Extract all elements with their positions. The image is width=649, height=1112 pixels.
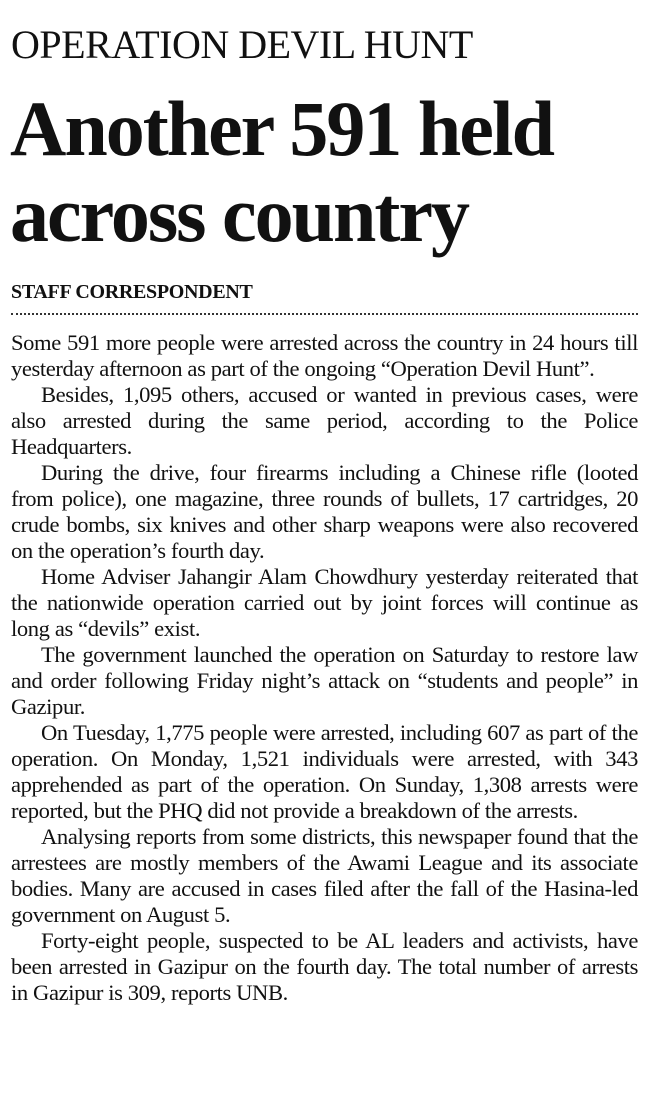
paragraph: The government launched the operation on Saturday to restore law and order following Friday night’s attack on “students and people” in Gazipur. xyxy=(11,642,638,719)
kicker: OPERATION DEVIL HUNT xyxy=(11,22,473,67)
paragraph: Forty-eight people, suspected to be AL leaders and activists, have been arrested in Gazipur on the fourth day. The total number of arrests in Gazipur is 309, reports UNB. xyxy=(11,928,638,1005)
paragraph: On Tuesday, 1,775 people were arrested, including 607 as part of the operation. On Monday, 1,521 individuals were arrested, with 343 apprehended as part of the operation. On Sunday, 1,308 arrests were reported, but the PHQ did not provide a breakdown of the arrests. xyxy=(11,720,638,823)
paragraph: Besides, 1,095 others, accused or wanted in previous cases, were also arrested during the same period, according to the Police Headquarters. xyxy=(11,382,638,459)
dotted-divider xyxy=(11,313,638,315)
paragraph: Home Adviser Jahangir Alam Chowdhury yesterday reiterated that the nationwide operation carried out by joint forces will continue as long as “devils” exist. xyxy=(11,564,638,641)
headline-line-2: across country xyxy=(10,171,469,258)
paragraph: Some 591 more people were arrested across the country in 24 hours till yesterday afternoon as part of the ongoing “Operation Devil Hunt”. xyxy=(11,330,638,381)
headline xyxy=(10,86,642,258)
article-body xyxy=(11,330,638,1006)
paragraph: Analysing reports from some districts, this newspaper found that the arrestees are mostly members of the Awami League and its associate bodies. Many are accused in cases filed after the fall of the Hasina-led government on August 5. xyxy=(11,824,638,927)
paragraph: During the drive, four firearms including a Chinese rifle (looted from police), one magazine, three rounds of bullets, 17 cartridges, 20 crude bombs, six knives and other sharp weapons were also recovered on the operation’s fourth day. xyxy=(11,460,638,563)
byline: STAFF CORRESPONDENT xyxy=(11,281,253,303)
headline-line-1: Another 591 held xyxy=(10,85,553,172)
